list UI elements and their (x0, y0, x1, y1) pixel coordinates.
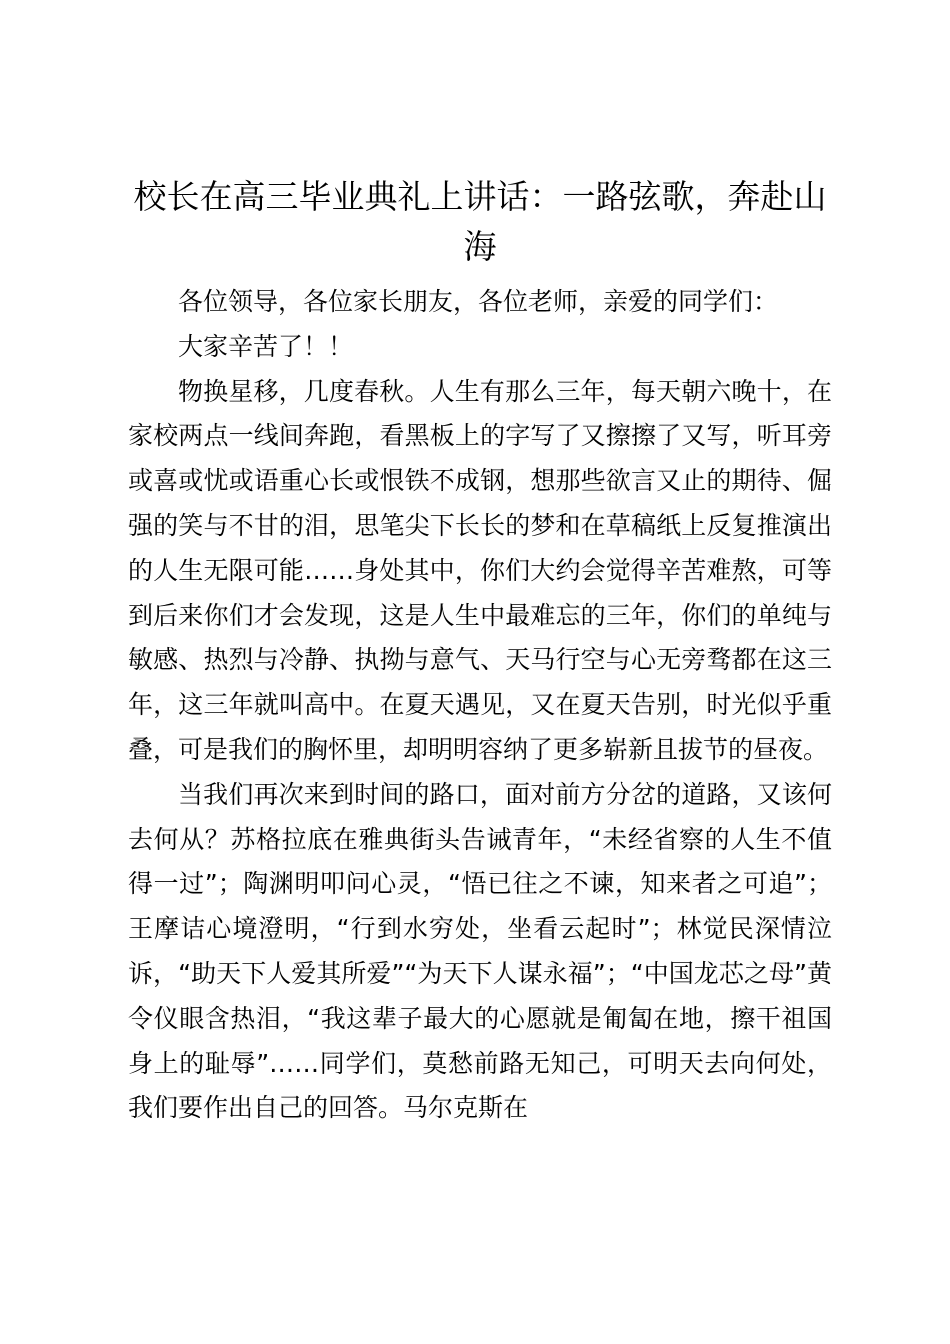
body-paragraph-1: 物换星移，几度春秋。人生有那么三年，每天朝六晚十，在家校两点一线间奔跑，看黑板上的字写了又擦擦了又写，听耳旁或喜或忧或语重心长或恨铁不成钢，想那些欲言又止的期待、倔强的笑与不甘的泪，思笔尖下长长的梦和在草稿纸上反复推演出的人生无限可能……身处其中，你们大约会觉得辛苦难熬，可等到后来你们才会发现，这是人生中最难忘的三年，你们的单纯与敏感、热烈与冷静、执拗与意气、天马行空与心无旁骛都在这三年，这三年就叫高中。在夏天遇见，又在夏天告别，时光似乎重叠，可是我们的胸怀里，却明明容纳了更多崭新且拔节的昼夜。 (128, 376, 832, 764)
salutation-paragraph: 各位领导，各位家长朋友，各位老师，亲爱的同学们： (178, 287, 779, 316)
body-paragraph-2: 当我们再次来到时间的路口，面对前方分岔的道路，又该何去何从？苏格拉底在雅典街头告诫青年，“未经省察的人生不值得一过”；陶渊明叩问心灵，“悟已往之不谏，知来者之可追”；王摩诘心境澄明，“行到水穷处，坐看云起时”；林觉民深情泣诉，“助天下人爱其所爱”“为天下人谋永福”；“中国龙芯之母”黄令仪眼含热泪，“我这辈子最大的心愿就是匍匐在地，擦干祖国身上的耻辱”……同学们，莫愁前路无知己，可明天去向何处，我们要作出自己的回答。马尔克斯在 (128, 779, 832, 1123)
document-body (128, 172, 832, 1131)
document-title: 校长在高三毕业典礼上讲话：一路弦歌，奔赴山海 (133, 177, 827, 266)
greeting-paragraph: 大家辛苦了！！ (178, 331, 354, 361)
